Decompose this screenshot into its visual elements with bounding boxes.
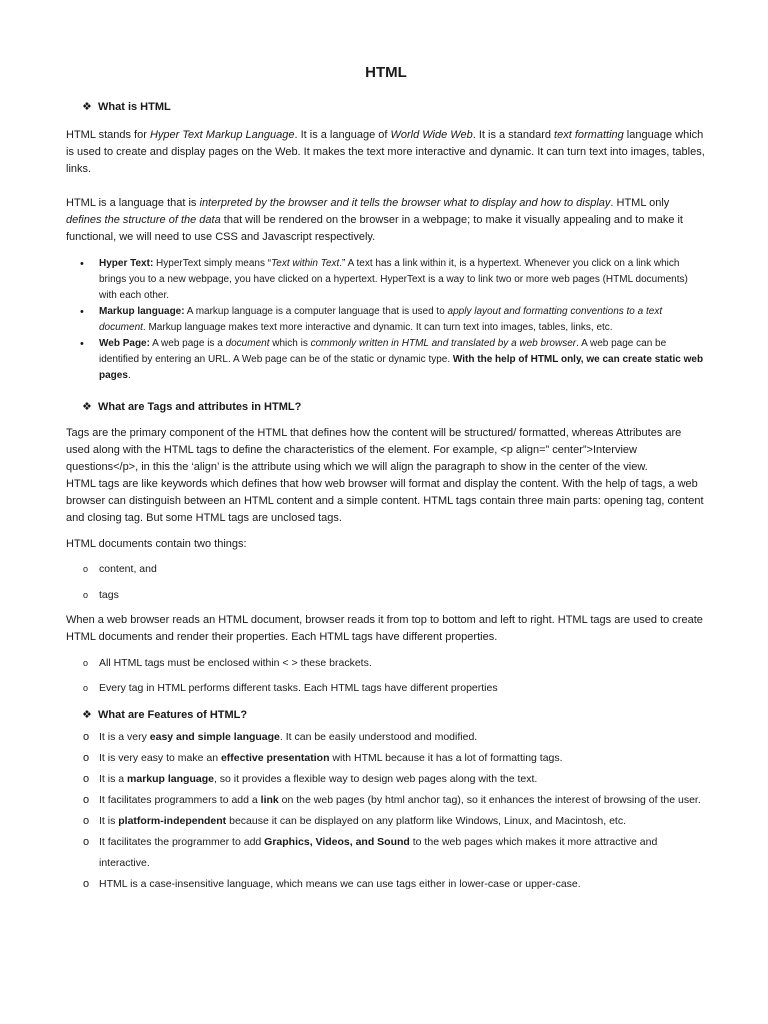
heading-text: What are Tags and attributes in HTML? [98, 401, 302, 413]
list-item: o tags [66, 587, 706, 603]
paragraph-tags-keywords: HTML tags are like keywords which defines that how web browser will format and display the content. With the help of tags, a web browser can distinguish between an HTML content and a simple content. HTML tags contain three main parts: opening tag, content and closing tag. But some HTML tags are unclosed tags. [66, 478, 704, 524]
list-item: o It facilitates programmers to add a link on the web pages (by html anchor tag), so it enhances the interest of browsing of the user. [66, 790, 706, 811]
list-item: o HTML is a case-insensitive language, which means we can use tags either in lower-case or upper-case. [66, 874, 706, 895]
list-item: o It is a very easy and simple language. It can be easily understood and modified. [66, 727, 706, 748]
heading-text: What is HTML [98, 101, 171, 113]
list-item: o It is platform-independent because it can be displayed on any platform like Windows, Linux, and Macintosh, etc. [66, 811, 706, 832]
diamond-bullet-icon: ❖ [82, 401, 92, 413]
tag-rules-list [66, 655, 706, 696]
list-item: o It is a markup language, so it provides a flexible way to design web pages along with the text. [66, 769, 706, 790]
section-heading-features [66, 708, 706, 723]
list-item: o content, and [66, 561, 706, 577]
paragraph-documents-contain: HTML documents contain two things: [66, 538, 247, 550]
page-title: HTML [365, 64, 407, 81]
features-list [66, 727, 706, 895]
paragraph-tags-definition: Tags are the primary component of the HTML that defines how the content will be structured/ formatted, whereas Attributes are used along with the HTML tags to define the characteristics of the element. For example, <p align=” center”>Interview questions</p>, in this the ‘align’ is the attribute using which we will align the paragraph to show in the center of the view. [66, 427, 682, 473]
list-item: • Web Page: A web page is a document which is commonly written in HTML and translated by a web browser. A web page can be identified by entering an URL. A Web page can be of the static or dynamic type. With the help of HTML only, we can create static web pages. [66, 336, 706, 384]
diamond-bullet-icon: ❖ [82, 709, 92, 721]
list-item: o It is very easy to make an effective presentation with HTML because it has a lot of formatting tags. [66, 748, 706, 769]
list-item: • Markup language: A markup language is a computer language that is used to apply layout and formatting conventions to a text document. Markup language makes text more interactive and dynamic. It can turn text into images, tables, links, etc. [66, 304, 706, 336]
diamond-bullet-icon: ❖ [82, 101, 92, 113]
list-item: o Every tag in HTML performs different tasks. Each HTML tags have different properties [66, 680, 706, 696]
paragraph-definition: HTML stands for Hyper Text Markup Language. It is a language of World Wide Web. It is a standard text formatting language which is used to create and display pages on the Web. It makes the text more interactive and dynamic. It can turn text into images, tables, links. [66, 129, 705, 175]
section-heading-tags-attributes [66, 400, 706, 415]
heading-text: What are Features of HTML? [98, 709, 248, 721]
list-item: • Hyper Text: HyperText simply means “Text within Text.” A text has a link within it, is a hypertext. Whenever you click on a link which brings you to a new webpage, you have clicked on a hypertext. HyperText is a way to link two or more web pages (HTML documents) with each other. [66, 256, 706, 304]
section-heading-what-is-html [66, 100, 706, 115]
definitions-list [66, 256, 706, 384]
paragraph-browser-reads: When a web browser reads an HTML document, browser reads it from top to bottom and left to right. HTML tags are used to create HTML documents and render their properties. Each HTML tags have different properties. [66, 614, 703, 643]
paragraph-interpretation: HTML is a language that is interpreted by the browser and it tells the browser what to display and how to display. HTML only defines the structure of the data that will be rendered on the browser in a webpage; to make it visually appealing and to make it functional, we will need to use CSS and Javascript respectively. [66, 197, 683, 243]
contents-list [66, 561, 706, 603]
list-item: o All HTML tags must be enclosed within < > these brackets. [66, 655, 706, 671]
list-item: o It facilitates the programmer to add Graphics, Videos, and Sound to the web pages which makes it more attractive and interactive. [66, 832, 706, 874]
